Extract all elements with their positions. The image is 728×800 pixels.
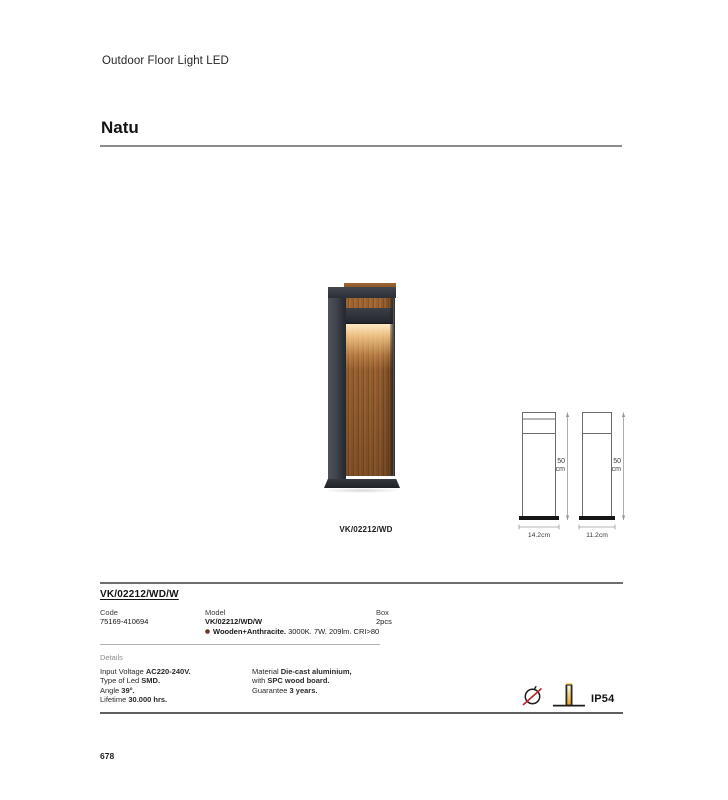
title-divider bbox=[100, 145, 622, 147]
photo-caption: VK/02212/WD bbox=[339, 525, 393, 534]
detail-row bbox=[100, 676, 191, 685]
page-number: 678 bbox=[100, 751, 115, 761]
detail-label: Input Voltage bbox=[100, 667, 146, 676]
detail-value: AC220-240V. bbox=[145, 667, 191, 676]
detail-label: with bbox=[252, 676, 268, 686]
finish-spec-text: 3000K. 7W. 209lm. CRI>80 bbox=[286, 627, 380, 636]
details-right-column bbox=[252, 667, 352, 695]
detail-value: SPC wood board. bbox=[267, 676, 330, 686]
detail-row bbox=[100, 686, 191, 695]
detail-row bbox=[100, 695, 191, 704]
code-value: 75169-410694 bbox=[100, 617, 149, 626]
detail-row bbox=[252, 686, 352, 695]
side-width-label: 11.2cm bbox=[586, 532, 608, 539]
finish-color-dot bbox=[205, 629, 210, 634]
model-value: VK/02212/WD/W bbox=[205, 617, 263, 626]
side-height-unit: cm bbox=[611, 466, 621, 473]
detail-value: Die-cast aluminium, bbox=[280, 667, 352, 676]
code-label: Code bbox=[100, 608, 118, 617]
finish-name: Wooden+Anthracite. bbox=[213, 627, 286, 636]
drawing-front-base bbox=[519, 516, 559, 520]
side-height-value: 50 bbox=[613, 458, 621, 465]
category-header: Outdoor Floor Light LED bbox=[102, 55, 229, 67]
not-dimmable-icon bbox=[519, 682, 545, 708]
lamp-shadow bbox=[322, 488, 402, 493]
code-column bbox=[100, 608, 148, 626]
page-title: Natu bbox=[101, 118, 139, 137]
detail-row bbox=[252, 676, 352, 685]
detail-value: 39°. bbox=[121, 685, 135, 695]
detail-row bbox=[252, 667, 352, 676]
lamp-base bbox=[324, 479, 400, 488]
lamp-frame-right bbox=[390, 298, 395, 476]
details-heading: Details bbox=[100, 653, 123, 662]
detail-label: Guarantee bbox=[252, 685, 290, 695]
variant-title: VK/02212/WD/W bbox=[100, 589, 179, 600]
detail-label: Angle bbox=[100, 685, 122, 695]
detail-label: Lifetime bbox=[100, 694, 129, 704]
floor-light-icon bbox=[551, 680, 587, 710]
box-label: Box bbox=[376, 608, 389, 617]
model-column bbox=[205, 608, 379, 636]
detail-label: Type of Led bbox=[100, 676, 142, 686]
finish-specs bbox=[213, 627, 379, 636]
section-divider-top bbox=[100, 582, 623, 584]
ip-rating-badge: IP54 bbox=[591, 693, 615, 705]
drawing-side-view bbox=[579, 413, 625, 540]
page-bottom-rule bbox=[100, 712, 623, 714]
box-column bbox=[376, 608, 392, 626]
model-label: Model bbox=[205, 608, 226, 617]
drawing-front-view bbox=[519, 413, 569, 540]
lamp-frame-top bbox=[328, 287, 396, 298]
variant-divider bbox=[100, 644, 380, 645]
details-left-column bbox=[100, 667, 191, 704]
detail-row bbox=[100, 667, 191, 676]
detail-value: 3 years. bbox=[289, 685, 318, 695]
detail-value: 30.000 hrs. bbox=[128, 694, 168, 704]
lamp-light-glow bbox=[346, 324, 393, 370]
detail-label: Material bbox=[252, 667, 281, 676]
finish-line bbox=[205, 627, 379, 636]
front-width-label: 14.2cm bbox=[527, 532, 551, 539]
product-photo bbox=[322, 283, 400, 498]
front-height-value: 50 bbox=[557, 458, 565, 465]
front-height-unit: cm bbox=[555, 466, 565, 473]
drawing-side-base bbox=[579, 516, 615, 520]
lamp-led-housing bbox=[346, 308, 393, 324]
dimension-drawings bbox=[500, 404, 640, 544]
lamp-frame-left bbox=[328, 287, 346, 486]
detail-value: SMD. bbox=[141, 676, 161, 686]
box-value: 2pcs bbox=[376, 617, 392, 626]
